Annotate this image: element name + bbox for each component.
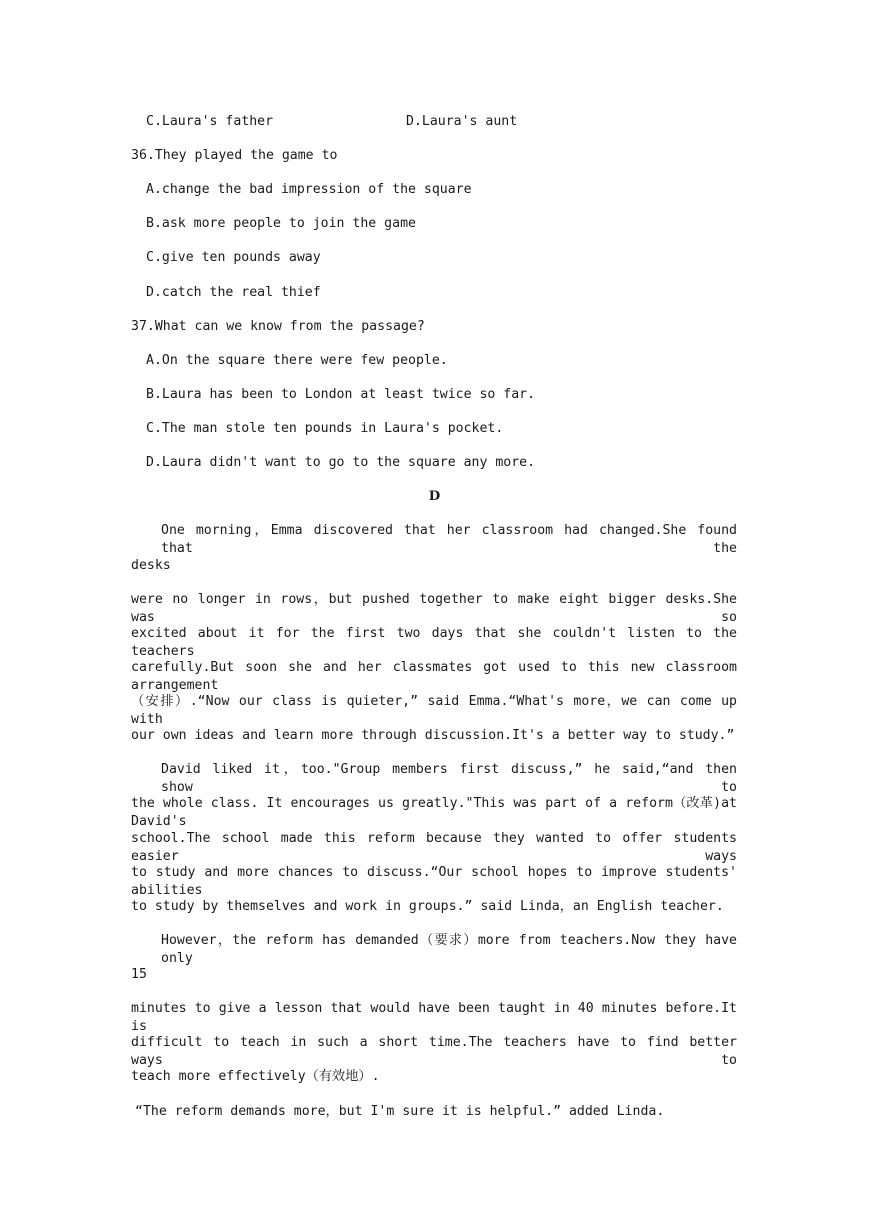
question-37-option-a: A.On the square there were few people. xyxy=(146,353,448,368)
passage-line: the whole class. It encourages us greatly."This was part of a reform（改革)at David's xyxy=(131,796,737,829)
passage-line: to study by themselves and work in groups.” said Linda，an English teacher. xyxy=(131,899,724,914)
passage-line: school.The school made this reform because they wanted to offer students easier ways xyxy=(131,831,737,864)
passage-line: One morning，Emma discovered that her classroom had changed.She found that the xyxy=(161,523,737,556)
question-37-stem: 37.What can we know from the passage? xyxy=(131,319,425,334)
passage-line: However，the reform has demanded（要求）more from teachers.Now they have only xyxy=(161,933,737,966)
passage-line: to study and more chances to discuss.“Our school hopes to improve students' abilities xyxy=(131,865,737,898)
passage-line: 15 xyxy=(131,967,147,982)
question-37-option-b: B.Laura has been to London at least twice so far. xyxy=(146,387,536,402)
question-37-option-c: C.The man stole ten pounds in Laura's pocket. xyxy=(146,421,504,436)
passage-line: minutes to give a lesson that would have been taught in 40 minutes before.It is xyxy=(131,1001,737,1034)
option-d-prev: D.Laura's aunt xyxy=(406,114,518,129)
passage-line: excited about it for the first two days that she couldn't listen to the teachers xyxy=(131,626,737,659)
passage-line: David liked it，too."Group members first discuss,” he said,“and then show to xyxy=(161,762,737,795)
passage-line: were no longer in rows，but pushed together to make eight bigger desks.She was so xyxy=(131,592,737,625)
question-36-option-c: C.give ten pounds away xyxy=(146,250,321,265)
question-36-stem: 36.They played the game to xyxy=(131,148,338,163)
passage-line: （安排）.“Now our class is quieter,” said Emma.“What's more，we can come up with xyxy=(131,694,737,727)
passage-line: difficult to teach in such a short time.The teachers have to find better ways to xyxy=(131,1035,737,1068)
passage-heading: D xyxy=(428,489,441,504)
passage-line: teach more effectively（有效地）. xyxy=(131,1069,380,1084)
question-36-option-a: A.change the bad impression of the square xyxy=(146,182,472,197)
passage-line: our own ideas and learn more through discussion.It's a better way to study.” xyxy=(131,728,735,743)
passage-line: desks xyxy=(131,558,171,573)
question-36-option-b: B.ask more people to join the game xyxy=(146,216,416,231)
passage-line: “The reform demands more，but I'm sure it is helpful.” added Linda. xyxy=(135,1104,665,1119)
question-36-option-d: D.catch the real thief xyxy=(146,285,321,300)
option-c-prev: C.Laura's father xyxy=(146,114,274,129)
passage-line: carefully.But soon she and her classmates got used to this new classroom arrangement xyxy=(131,660,737,693)
question-37-option-d: D.Laura didn't want to go to the square any more. xyxy=(146,455,536,470)
